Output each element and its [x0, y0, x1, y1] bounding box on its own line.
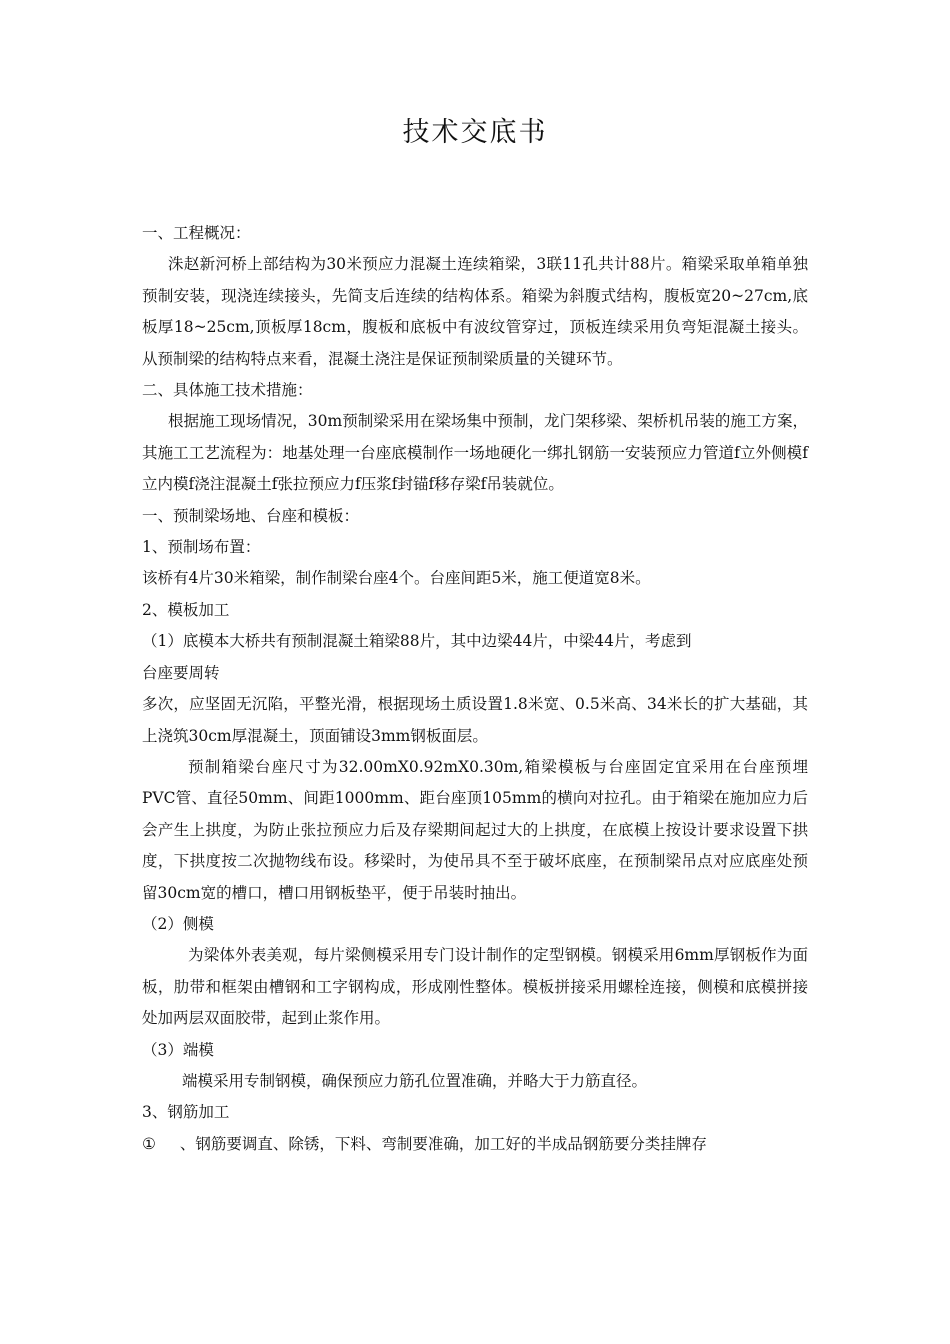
- subheading-rebar: 3、钢筋加工: [142, 1103, 230, 1122]
- subheading-layout: 1、预制场布置：: [142, 538, 261, 557]
- section-heading-overview: 一、工程概况：: [142, 224, 251, 242]
- item-bottom-mold-line1: （1）底模本大桥共有预制混凝土箱梁88片，其中边梁44片，中梁44片，考虑到: [142, 632, 692, 651]
- section-heading-measures: 二、具体施工技术措施：: [142, 381, 313, 400]
- paragraph-pedestal: 预制箱梁台座尺寸为32.00mX0.92mX0.30m,箱梁模板与台座固定宜采用在台座预埋PVC管、直径50mm、间距1000mm、距台座顶105mm的横向对拉孔。由于箱梁在施加应力后会产生上拱度，为防止张拉预应力后及存梁期间起过大的上拱度，在底模上按设计要求设置下拱度，下拱度按二次抛物线布设。移梁时，为使吊具不至于破坏底座，在预制梁吊点对应底座处预留30cm宽的槽口，槽口用钢板垫平，便于吊装时抽出。: [142, 757, 808, 902]
- paragraph-overview: 洙赵新河桥上部结构为30米预应力混凝土连续箱梁，3联11孔共计88片。箱梁采取单箱单独预制安装，现浇连续接头，先简支后连续的结构体系。箱梁为斜腹式结构，腹板宽20~27cm,底板厚18~25cm,顶板厚18cm，腹板和底板中有波纹管穿过，顶板连续采用负弯矩混凝土接头。从预制梁的结构特点来看，混凝土浇注是保证预制梁质量的关键环节。: [142, 255, 808, 368]
- paragraph-end-mold: 端模采用专制钢模，确保预应力筋孔位置准确，并略大于力筋直径。: [182, 1071, 648, 1090]
- document-title: 技术交底书: [402, 117, 548, 148]
- paragraph-foundation: 多次，应坚固无沉陷，平整光滑，根据现场土质设置1.8米宽、0.5米高、34米长的扩大基础，其上浇筑30cm厚混凝土，顶面铺设3mm钢板面层。: [142, 695, 808, 745]
- paragraph-process: 根据施工现场情况，30m预制梁采用在梁场集中预制，龙门架移梁、架桥机吊装的施工方案，其施工工艺流程为：地基处理一台座底模制作一场地硬化一绑扎钢筋一安装预应力管道f立外侧模f立内模f浇注混凝土f张拉预应力f压浆f封锚f移存梁f吊装就位。: [142, 412, 808, 494]
- item-end-mold: （3）端模: [142, 1040, 214, 1059]
- item-rebar-1: [142, 1129, 808, 1160]
- paragraph-layout: 该桥有4片30米箱梁，制作制梁台座4个。台座间距5米，施工便道宽8米。: [142, 569, 651, 588]
- circled-number-marker: ①: [142, 1134, 156, 1153]
- item-side-mold: （2）侧模: [142, 914, 214, 933]
- subheading-formwork: 2、模板加工: [142, 600, 230, 619]
- paragraph-side-mold: 为梁体外表美观，每片梁侧模采用专门设计制作的定型钢模。钢模采用6mm厚钢板作为面板，肋带和框架由槽钢和工字钢构成，形成刚性整体。模板拼接采用螺栓连接，侧模和底模拼接处加两层双面胶带，起到止浆作用。: [142, 946, 808, 1028]
- section-heading-site: 一、预制梁场地、台座和模板：: [142, 506, 360, 525]
- item-bottom-mold-line2: 台座要周转: [142, 663, 220, 682]
- item-rebar-1-text: 、钢筋要调直、除锈，下料、弯制要准确，加工好的半成品钢筋要分类挂牌存: [179, 1134, 707, 1153]
- document-body: [142, 218, 808, 1160]
